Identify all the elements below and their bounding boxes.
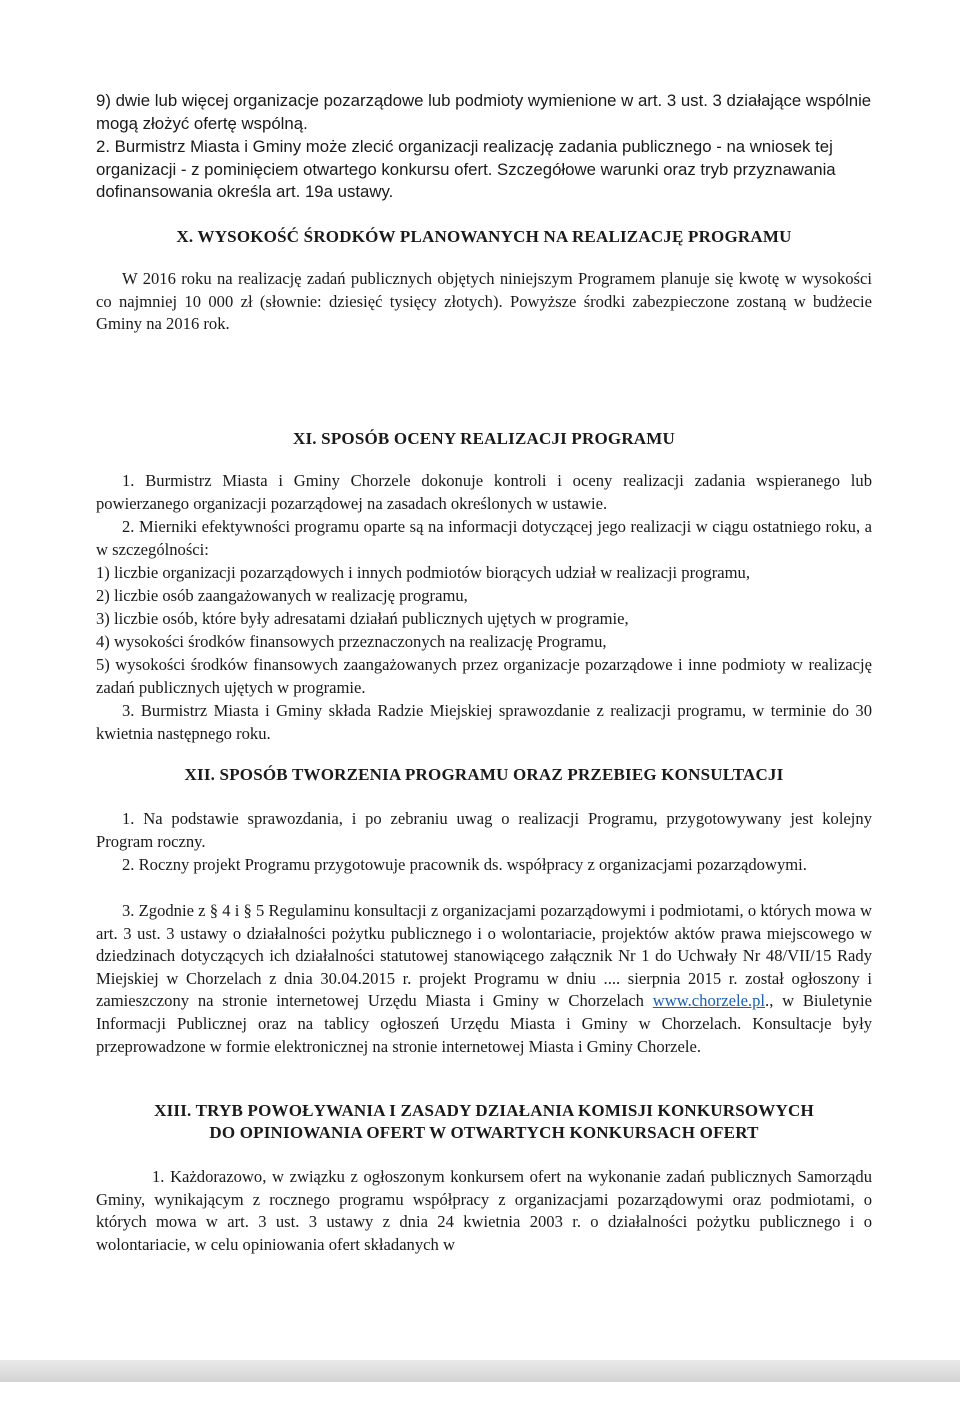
section-xiii-paragraph-1: 1. Każdorazowo, w związku z ogłoszonym konkursem ofert na wykonanie zadań publicznych Samorządu Gminy, wynikającym z rocznego programu współpracy z organizacjami pozarządowymi oraz podmiotami, o których mowa w art. 3 ust. 3 ustawy z dnia 24 kwietnia 2003 r. o działalności pożytku publicznego i o wolontariacie, w celu opiniowania ofert składanych w [96, 1167, 872, 1254]
section-xii-paragraph-1: 1. Na podstawie sprawozdania, i po zebraniu uwag o realizacji Programu, przygotowywany jest kolejny Program roczny. [96, 809, 872, 851]
section-xi-paragraph-3: 3. Burmistrz Miasta i Gminy składa Radzie Miejskiej sprawozdanie z realizacji programu, w terminie do 30 kwietnia następnego roku. [96, 701, 872, 743]
heading-section-x: X. WYSOKOŚĆ ŚRODKÓW PLANOWANYCH NA REALIZACJĘ PROGRAMU [176, 227, 792, 246]
section-xi-paragraph-2: 2. Mierniki efektywności programu oparte są na informacji dotyczącej jego realizacji w ciągu ostatniego roku, a w szczególności: [96, 517, 872, 559]
heading-section-xiii-line-2: DO OPINIOWANIA OFERT W OTWARTYCH KONKURSACH OFERT [209, 1123, 759, 1142]
paragraph-item-9: 9) dwie lub więcej organizacje pozarządowe lub podmioty wymienione w art. 3 ust. 3 działające wspólnie mogą złożyć ofertę wspólną. [96, 91, 872, 133]
measure-item-1: 1) liczbie organizacji pozarządowych i innych podmiotów biorących udział w realizacji programu, [96, 563, 750, 582]
scan-bottom-edge [0, 1360, 960, 1382]
heading-section-xii: XII. SPOSÓB TWORZENIA PROGRAMU ORAZ PRZEBIEG KONSULTACJI [184, 765, 784, 784]
website-link[interactable]: www.chorzele.pl [652, 991, 766, 1011]
measure-item-4: 4) wysokości środków finansowych przeznaczonych na realizację Programu, [96, 632, 607, 651]
measure-item-2: 2) liczbie osób zaangażowanych w realizację programu, [96, 586, 468, 605]
paragraph-item-2: 2. Burmistrz Miasta i Gminy może zlecić organizacji realizację zadania publicznego - na wniosek tej organizacji - z pominięciem otwartego konkursu ofert. Szczegółowe warunki oraz tryb przyznawania dofinansowania określa art. 19a ustawy. [96, 137, 836, 202]
section-xi-paragraph-1: 1. Burmistrz Miasta i Gminy Chorzele dokonuje kontroli i oceny realizacji zadania wspieranego lub powierzanego organizacji pozarządowej na zasadach określonych w ustawie. [96, 471, 872, 513]
measure-item-3: 3) liczbie osób, które były adresatami działań publicznych ujętych w programie, [96, 609, 629, 628]
paragraph-3-text-end: ., w Biuletynie Informacji Publicznej oraz na tablicy ogłoszeń Urzędu Miasta i Gminy w Chorzelach. Konsultacje były przeprowadzone w formie elektronicznej na stronie internetowej Miasta i Gminy Chorzele. [96, 991, 872, 1056]
heading-section-xiii-line-1: XIII. TRYB POWOŁYWANIA I ZASADY DZIAŁANIA KOMISJI KONKURSOWYCH [154, 1101, 814, 1120]
paragraph-3-text-start: 3. Zgodnie z § 4 i § 5 Regulaminu konsultacji z organizacjami pozarządowymi i podmiotami, o których mowa w art. 3 ust. 3 ustawy o działalności pożytku publicznego i o wolontariacie, projektów aktów prawa miejscowego w dziedzinach dotyczących ich działalności statutowej stanowiącego załącznik Nr 1 do Uchwały Nr 48/VII/15 Rady Miejskiej w Chorzelach z dnia 30.04.2015 r. projekt Programu w dniu .... sierpnia 2015 r. został ogłoszony i zamieszczony na stronie internetowej Urzędu Miasta i Gminy w Chorzelach [96, 901, 872, 1011]
heading-section-xi: XI. SPOSÓB OCENY REALIZACJI PROGRAMU [292, 429, 676, 448]
measure-item-5: 5) wysokości środków finansowych zaangażowanych przez organizacje pozarządowe i inne podmioty w realizację zadań publicznych ujętych w programie. [96, 655, 872, 697]
section-xii-paragraph-2: 2. Roczny projekt Programu przygotowuje pracownik ds. współpracy z organizacjami pozarządowymi. [122, 855, 807, 874]
section-xii-paragraph-3 [96, 900, 872, 1058]
section-x-body: W 2016 roku na realizację zadań publicznych objętych niniejszym Programem planuje się kwotę w wysokości co najmniej 10 000 zł (słownie: dziesięć tysięcy złotych). Powyższe środki zabezpieczone zostaną w budżecie Gminy na 2016 rok. [96, 269, 872, 334]
